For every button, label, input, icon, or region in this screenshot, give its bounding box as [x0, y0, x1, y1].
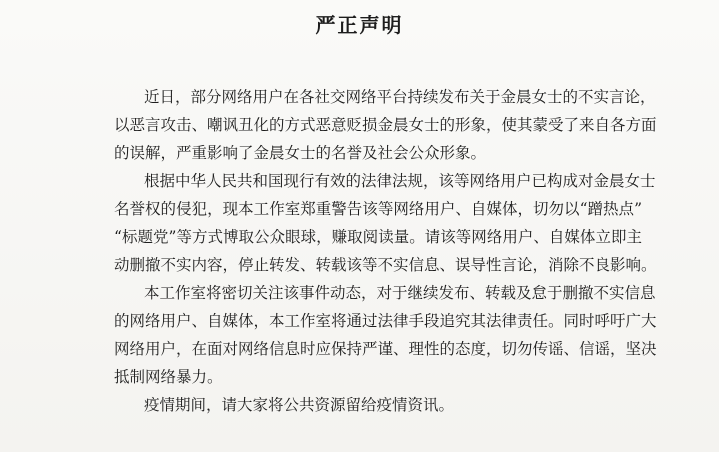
paragraph-2-line-3: “标题党”等方式博取公众眼球，赚取阅读量。请该等网络用户、自媒体立即主 [114, 228, 642, 246]
paragraph-4 [82, 391, 642, 419]
paragraph-3-line-4: 抵制网络暴力。 [114, 368, 223, 386]
paragraph-2-line-1: 根据中华人民共和国现行有效的法律法规，该等网络用户已构成对金晨女士 [144, 172, 656, 190]
paragraph-3 [82, 279, 657, 391]
paragraph-4-line-1: 疫情期间，请大家将公共资源留给疫情资讯。 [144, 396, 455, 414]
paragraph-1 [82, 83, 657, 167]
document-title: 严正声明 [315, 13, 404, 37]
paragraph-2-line-2: 名誉权的侵犯，现本工作室郑重警告该等网络用户、自媒体，切勿以“蹭热点” [114, 200, 642, 218]
paragraph-2-line-4: 动删撤不实内容，停止转发、转载该等不实信息、误导性言论，消除不良影响。 [114, 256, 657, 274]
paragraph-2 [82, 167, 657, 279]
paragraph-3-line-1: 本工作室将密切关注该事件动态，对于继续发布、转载及怠于删撤不实信息 [144, 284, 656, 302]
paragraph-1-line-2: 以恶言攻击、嘲讽丑化的方式恶意贬损金晨女士的形象，使其蒙受了来自各方面 [114, 116, 657, 134]
paragraph-1-line-3: 的误解，严重影响了金晨女士的名誉及社会公众形象。 [114, 144, 487, 162]
paragraph-1-line-1: 近日，部分网络用户在各社交网络平台持续发布关于金晨女士的不实言论， [144, 88, 656, 106]
paragraph-3-line-2: 的网络用户、自媒体，本工作室将通过法律手段追究其法律责任。同时呼吁广大 [114, 312, 657, 330]
paragraph-3-line-3: 网络用户，在面对网络信息时应保持严谨、理性的态度，切勿传谣、信谣，坚决 [114, 340, 657, 358]
document-body [82, 83, 657, 419]
